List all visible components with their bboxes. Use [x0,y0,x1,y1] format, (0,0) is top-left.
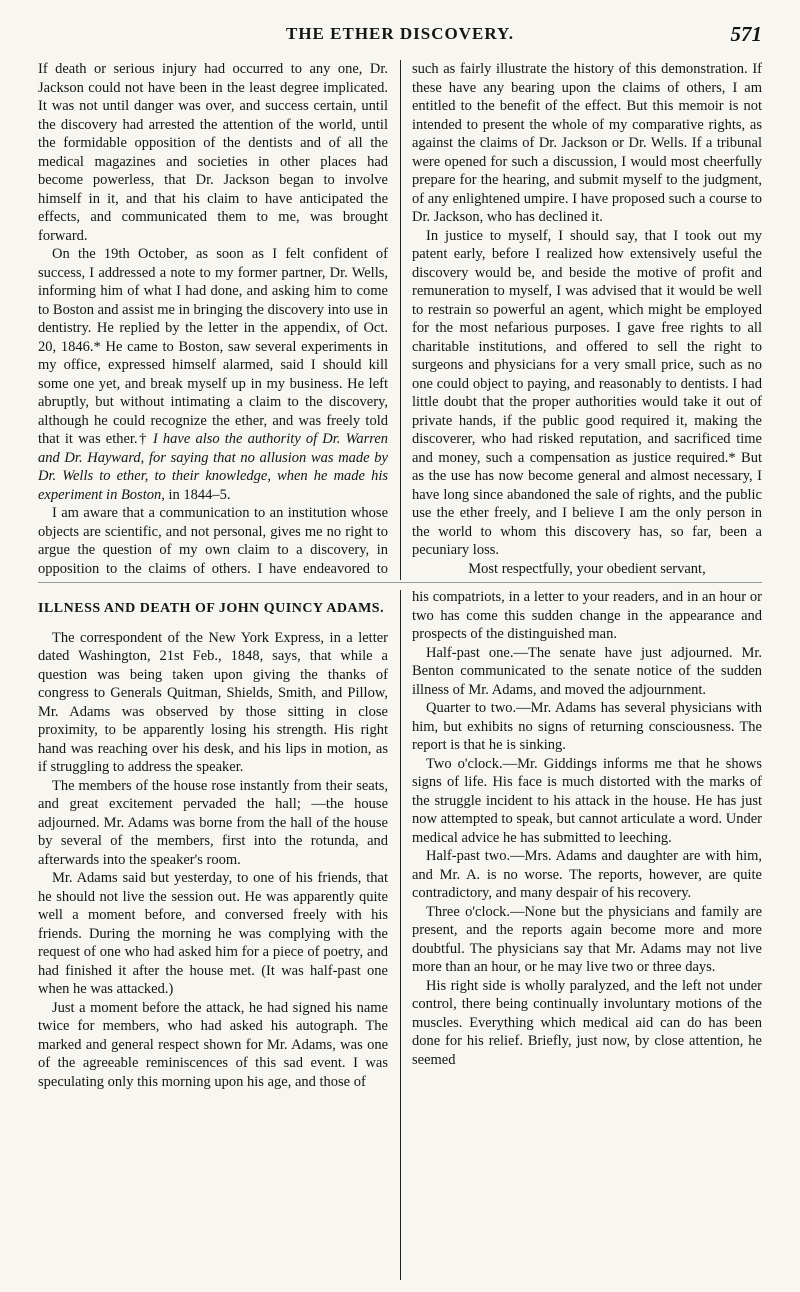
column-divider [400,590,401,1280]
memoir-paragraph-end: in 1844–5. [168,486,231,503]
memoir-italic-passage: I have also the authority of Dr. Warren and Dr. Hayward, for saying that no allusion was made by Dr. Wells to ether, to their knowledge, when he made his experiment in Boston, [38,431,388,503]
memoir-paragraph: I am aware that a communication to an institution whose objects are scientific, and not personal, gives me no right to argue the question of my own claim to a discovery, in opposition to the claims of others. I have endeavored to [38,505,388,577]
article-paragraph: His right side is wholly paralyzed, and the left not under control, there being continually involuntary motions of the muscles. Everything which medical aid can do has been done for his relief. Briefly, just now, by close attention, he seemed [412,977,762,1068]
article-paragraph: Mr. Adams said but yesterday, to one of his friends, that he should not live the session out. He was apparently quite well a moment before, and conversed freely with his friends. During the morning he was complying with the request of one who had asked him for a piece of poetry, and had finished it after the house met. (It was half-past one when he was attacked.) [38,870,388,997]
article-title: ILLNESS AND DEATH OF JOHN QUINCY ADAMS. [38,601,385,616]
page-number: 571 [730,22,762,46]
memoir-paragraph: If death or serious injury had occurred to any one, Dr. Jackson could not have been in the least degree implicated. It was not until danger was over, and success certain, until the discovery had arrested the attention of the world, until the formidable opposition of the dentists and of all the medical magazines and societies in other places had become powerless, that Dr. Jackson began to involve himself in it, and that his claim to have anticipated the effects, and communicated them to me, was brought forward. [38,61,388,244]
article-paragraph: The correspondent of the New York Express, in a letter dated Washington, 21st Feb., 1848, says, that while a question was being taken upon giving the thanks of congress to Generals Quitman, Shields, Smith, and Pillow, Mr. Adams was observed by those sitting in close proximity, to be apparently losing his strength. His right hand was reaching over his desk, and his lips in motion, as if struggling to address the speaker. [38,629,388,775]
article-paragraph: his compatriots, in a letter to your readers, and in an hour or two has come this sudden change in the appearance and prospects of the distinguished man. [412,589,762,642]
article-paragraph: The members of the house rose instantly from their seats, and great excitement pervaded the hall; —the house adjourned. Mr. Adams was borne from the hall of the house by several of the members, first into the rotunda, and afterwards into the speaker's room. [38,777,388,868]
article-paragraph: Quarter to two.—Mr. Adams has several physicians with him, but exhibits no signs of returning consciousness. The report is that he is sinking. [412,700,762,753]
memoir-paragraph-text: On the 19th October, as soon as I felt confident of success, I addressed a note to my former partner, Dr. Wells, informing him of what I had done, and asking him to come to Boston and assist me in bringing the discovery into use in dentistry. He replied by the letter in the appendix, of Oct. 20, 1846.* He came to Boston, saw several experiments in my office, expressed himself alarmed, said I should kill some one yet, and break myself up in my business. He left abruptly, but without intimating a claim to the discovery, although he could recognize the ether, and was freely told that it was ether.† [38,246,388,447]
running-head [38,22,762,52]
column-divider [400,60,401,580]
memoir-paragraph [38,245,388,504]
memoir-left-column [38,60,388,580]
memoir-paragraph: In justice to myself, I should say, that I took out my patent early, before I realized how extensively useful the discovery would be, and beside the motive of profit and remuneration to myself, I was advised that it would be well to restrain so powerful an agent, which might be employed for the most nefarious purposes. I gave free rights to all charitable institutions, and offered to sell the right to surgeons and physicians for a very small price, such as no one could object to paying, and reasonably to dentists. I had little doubt that the proper authorities would take it out of private hands, if the public good required it, making the discoverer, who had risked reputation, and sacrificed time and money, such a compensation as justice required.* But as the use has now become general and almost necessary, I have long since abandoned the sale of rights, and the public use the ether freely, and I believe I am the only person in the world to whom this discovery has, so far, been a pecuniary loss. [412,227,762,558]
article-paragraph: Just a moment before the attack, he had signed his name twice for members, who had asked his autograph. The marked and general respect shown for Mr. Adams, was one of the agreeable reminiscences of this sad event. I was speculating only this morning upon his age, and those of [38,999,388,1090]
article-paragraph: Two o'clock.—Mr. Giddings informs me that he shows signs of life. His face is much distorted with the marks of the struggle incident to his attack in the house. He has just now attempted to speak, but cannot articulate a word. Under medical advice he has submitted to leeching. [412,755,762,846]
closing-line: Most respectfully, your obedient servant, [468,560,706,577]
article-paragraph: Half-past two.—Mrs. Adams and daughter are with him, and Mr. A. is no worse. The reports, however, are quite contradictory, and many despair of his recovery. [412,848,762,901]
section-divider [38,582,762,583]
memoir-right-column [412,60,762,580]
memoir-paragraph: such as fairly illustrate the history of this demonstration. If these have any bearing upon the claims of others, I am entitled to the benefit of the effect. But this memoir is not intended to present the whole of my comparative rights, as against the claims of Dr. Jackson or Dr. Wells. If a tribunal were opened for such a discussion, I would most cheerfully prepare for the hearing, and submit myself to the judgment, of any enlightened umpire. I have proposed such a course to Dr. Jackson, who has declined it. [412,61,762,225]
article-left-column [38,588,388,1278]
running-title: THE ETHER DISCOVERY. [285,24,515,43]
article-right-column [412,588,762,1278]
article-paragraph: Three o'clock.—None but the physicians and family are present, and the reports again become more and more doubtful. The physicians say that Mr. Adams may not live more than an hour, or he may live two or three days. [412,903,762,975]
signature [412,578,762,580]
article-paragraph: Half-past one.—The senate have just adjourned. Mr. Benton communicated to the senate notice of the sudden illness of Mr. Adams, and moved the adjournment. [412,644,762,698]
